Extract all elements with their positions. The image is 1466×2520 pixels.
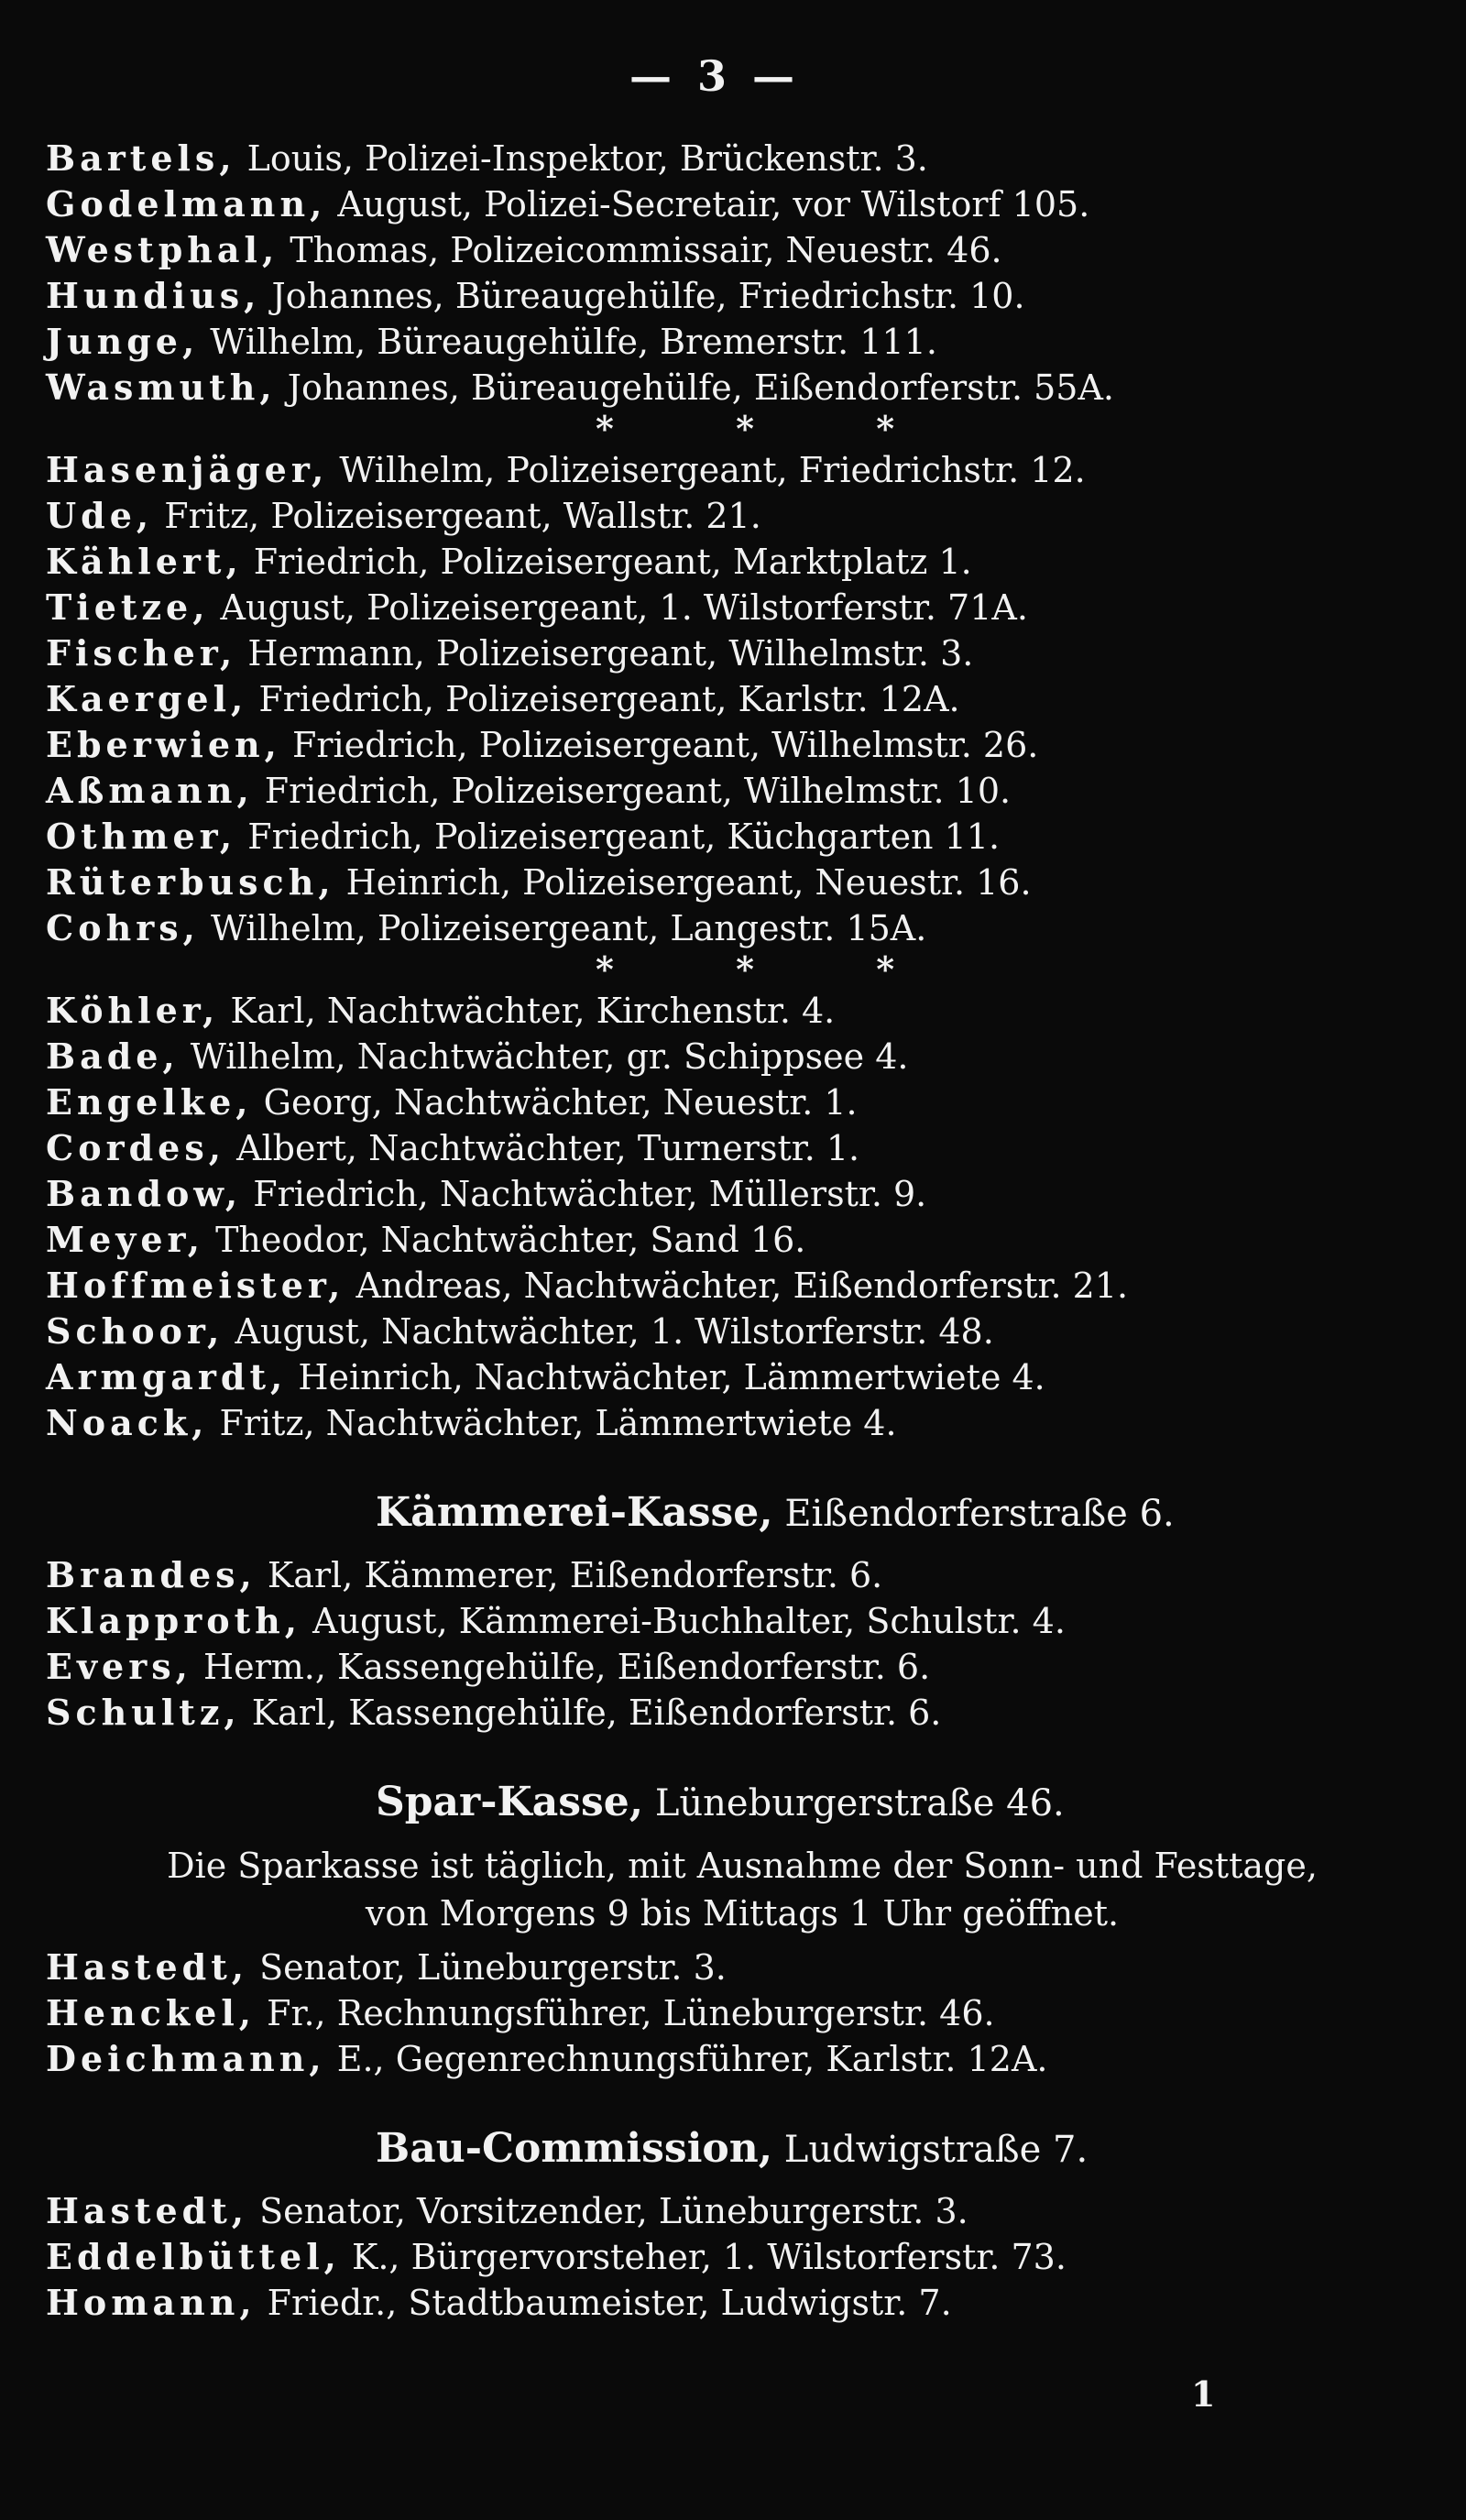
entry-surname: Eddelbüttel, [46,2236,341,2277]
entry-surname: Hastedt, [46,1946,249,1988]
directory-entry [46,585,1439,630]
directory-entry [46,319,1439,365]
entry-surname: Noack, [46,1402,209,1443]
entry-details: Hermann, Polizeisergeant, Wilhelmstr. 3. [236,633,974,674]
entry-details: Heinrich, Polizeisergeant, Neuestr. 16. [334,862,1032,903]
entry-surname: Schultz, [46,1692,241,1733]
entry-details: Herm., Kassengehülfe, Eißendorferstr. 6. [191,1647,931,1687]
entry-surname: Hasenjäger, [46,449,329,490]
asterism-separator: * * * [596,408,950,449]
entry-details: Senator, Vorsitzender, Lüneburgerstr. 3. [248,2191,968,2231]
entry-details: E., Gegenrechnungsführer, Karlstr. 12A. [325,2039,1048,2079]
entry-details: Johannes, Büreaugehülfe, Friedrichstr. 10. [260,276,1025,316]
entry-surname: Hundius, [46,275,261,316]
directory-entry [46,1552,1439,1598]
directory-entry [46,539,1439,585]
entry-surname: Homann, [46,2282,257,2323]
entry-details: Albert, Nachtwächter, Turnerstr. 1. [224,1128,860,1168]
directory-entry [46,1034,1439,1079]
entry-surname: Ude, [46,495,154,536]
entry-details: Wilhelm, Polizeisergeant, Friedrichstr. 12. [328,450,1086,490]
entry-details: Karl, Kassengehülfe, Eißendorferstr. 6. [240,1693,942,1733]
asterism-separator: * * * [596,948,950,990]
directory-entry [46,1354,1439,1400]
entry-details: August, Nachtwächter, 1. Wilstorferstr. 48. [224,1311,994,1352]
police-officials-group [46,136,1439,411]
directory-entry [46,1990,1439,2036]
section-address: Ludwigstraße 7. [772,2129,1089,2171]
entry-details: Karl, Kämmerer, Eißendorferstr. 6. [256,1555,883,1595]
entry-details: K., Bürgervorsteher, 1. Wilstorferstr. 73. [340,2237,1067,2277]
directory-entry [46,447,1439,493]
entry-surname: Westphal, [46,229,279,270]
notice-line: Die Sparkasse ist täglich, mit Ausnahme der Sonn- und Festtage, [167,1846,1318,1886]
directory-entry [46,365,1439,411]
directory-entry [46,1171,1439,1217]
night-watchmen-group [46,988,1439,1446]
directory-entry [46,988,1439,1034]
directory-entry [46,630,1439,676]
entry-surname: Schoor, [46,1310,224,1352]
directory-entry [46,768,1439,814]
section-address: Eißendorferstraße 6. [772,1493,1175,1535]
entry-surname: Bandow, [46,1173,243,1214]
page-number: — 3 — [629,51,801,101]
entry-details: Wilhelm, Nachtwächter, gr. Schippsee 4. [179,1036,909,1077]
section-title: Spar-Kasse, [376,1779,644,1825]
opening-hours-notice [46,1842,1393,1937]
directory-entry [46,676,1439,722]
entry-surname: Bade, [46,1035,180,1077]
entry-surname: Wasmuth, [46,367,277,408]
entry-surname: Hoffmeister, [46,1265,345,1306]
entry-details: Friedrich, Polizeisergeant, Marktplatz 1. [242,542,972,582]
entry-surname: Bartels, [46,137,236,179]
directory-entry [46,722,1439,768]
entry-surname: Tietze, [46,586,210,628]
entry-surname: Armgardt, [46,1356,288,1397]
entry-surname: Engelke, [46,1081,253,1123]
entry-surname: Evers, [46,1646,192,1687]
entry-details: Friedrich, Nachtwächter, Müllerstr. 9. [242,1174,927,1214]
entry-details: Friedrich, Polizeisergeant, Wilhelmstr. 26. [280,725,1039,765]
directory-entry [46,2188,1439,2234]
directory-entry [46,273,1439,319]
section-title: Kämmerei-Kasse, [376,1489,773,1536]
directory-entry [46,1309,1439,1354]
directory-content [46,136,1439,2326]
directory-entry [46,1079,1439,1125]
section-bau-commission [46,2115,1439,2326]
directory-entry [46,2036,1439,2082]
directory-entry [46,814,1439,860]
entry-surname: Köhler, [46,990,220,1031]
entry-details: Friedrich, Polizeisergeant, Karlstr. 12A. [247,679,960,719]
section-heading [46,2115,1439,2183]
entry-details: August, Polizeisergeant, 1. Wilstorferstr. 71A. [209,587,1028,628]
section-address: Lüneburgerstraße 46. [643,1782,1065,1824]
entry-details: Friedr., Stadtbaumeister, Ludwigstr. 7. [256,2283,952,2323]
entry-details: Heinrich, Nachtwächter, Lämmertwiete 4. [287,1357,1045,1397]
entry-surname: Rüterbusch, [46,861,335,903]
directory-entry [46,1400,1439,1446]
directory-entry [46,905,1439,951]
entry-surname: Kaergel, [46,678,248,719]
entry-surname: Cohrs, [46,907,200,948]
directory-entry [46,1644,1439,1690]
entry-surname: Kählert, [46,541,243,582]
entry-details: Fr., Rechnungsführer, Lüneburgerstr. 46. [256,1993,995,2033]
directory-entry [46,1217,1439,1263]
section-kaemmerei-kasse [46,1479,1439,1736]
entry-details: Theodor, Nachtwächter, Sand 16. [203,1220,806,1260]
signature-mark: 1 [1191,2373,1216,2415]
notice-line: von Morgens 9 bis Mittags 1 Uhr geöffnet. [365,1893,1120,1934]
entry-details: Andreas, Nachtwächter, Eißendorferstr. 21. [345,1265,1129,1306]
directory-entry [46,1945,1439,1990]
entry-surname: Brandes, [46,1554,257,1595]
entry-surname: Deichmann, [46,2038,326,2079]
section-spar-kasse [46,1769,1439,2082]
directory-entry [46,1598,1439,1644]
entry-details: Wilhelm, Polizeisergeant, Langestr. 15A. [199,908,927,948]
entry-details: Karl, Nachtwächter, Kirchenstr. 4. [219,991,836,1031]
entry-surname: Meyer, [46,1219,204,1260]
entry-details: Johannes, Büreaugehülfe, Eißendorferstr. 55A. [276,367,1114,408]
entry-details: Wilhelm, Büreaugehülfe, Bremerstr. 111. [199,322,937,362]
entry-surname: Eberwien, [46,724,281,765]
directory-entry [46,181,1439,227]
section-heading [46,1769,1439,1836]
entry-details: Louis, Polizei-Inspektor, Brückenstr. 3. [235,138,928,179]
directory-entry [46,2280,1439,2326]
entry-details: Georg, Nachtwächter, Neuestr. 1. [252,1082,858,1123]
entry-details: Fritz, Nachtwächter, Lämmertwiete 4. [208,1403,897,1443]
entry-details: Fritz, Polizeisergeant, Wallstr. 21. [153,496,761,536]
directory-entry [46,2234,1439,2280]
entry-surname: Junge, [46,321,200,362]
entry-details: Friedrich, Polizeisergeant, Küchgarten 11. [236,816,1001,857]
entry-surname: Godelmann, [46,183,327,225]
entry-details: Thomas, Polizeicommissair, Neuestr. 46. [279,230,1002,270]
entry-surname: Fischer, [46,632,237,674]
directory-entry [46,136,1439,181]
entry-surname: Hastedt, [46,2190,249,2231]
directory-entry [46,1125,1439,1171]
entry-surname: Klapproth, [46,1600,302,1641]
section-title: Bau-Commission, [376,2125,773,2172]
directory-entry [46,227,1439,273]
directory-entry [46,493,1439,539]
police-sergeants-group [46,447,1439,951]
entry-details: August, Polizei-Secretair, vor Wilstorf 105. [326,184,1090,225]
entry-details: Friedrich, Polizeisergeant, Wilhelmstr. 10. [253,771,1012,811]
directory-entry [46,1690,1439,1736]
entry-surname: Othmer, [46,816,237,857]
directory-entry [46,1263,1439,1309]
entry-surname: Henckel, [46,1992,257,2033]
directory-entry [46,860,1439,905]
section-heading [46,1479,1439,1547]
entry-details: August, Kämmerei-Buchhalter, Schulstr. 4. [301,1601,1066,1641]
entry-details: Senator, Lüneburgerstr. 3. [248,1947,727,1988]
entry-surname: Aßmann, [46,770,254,811]
entry-surname: Cordes, [46,1127,225,1168]
